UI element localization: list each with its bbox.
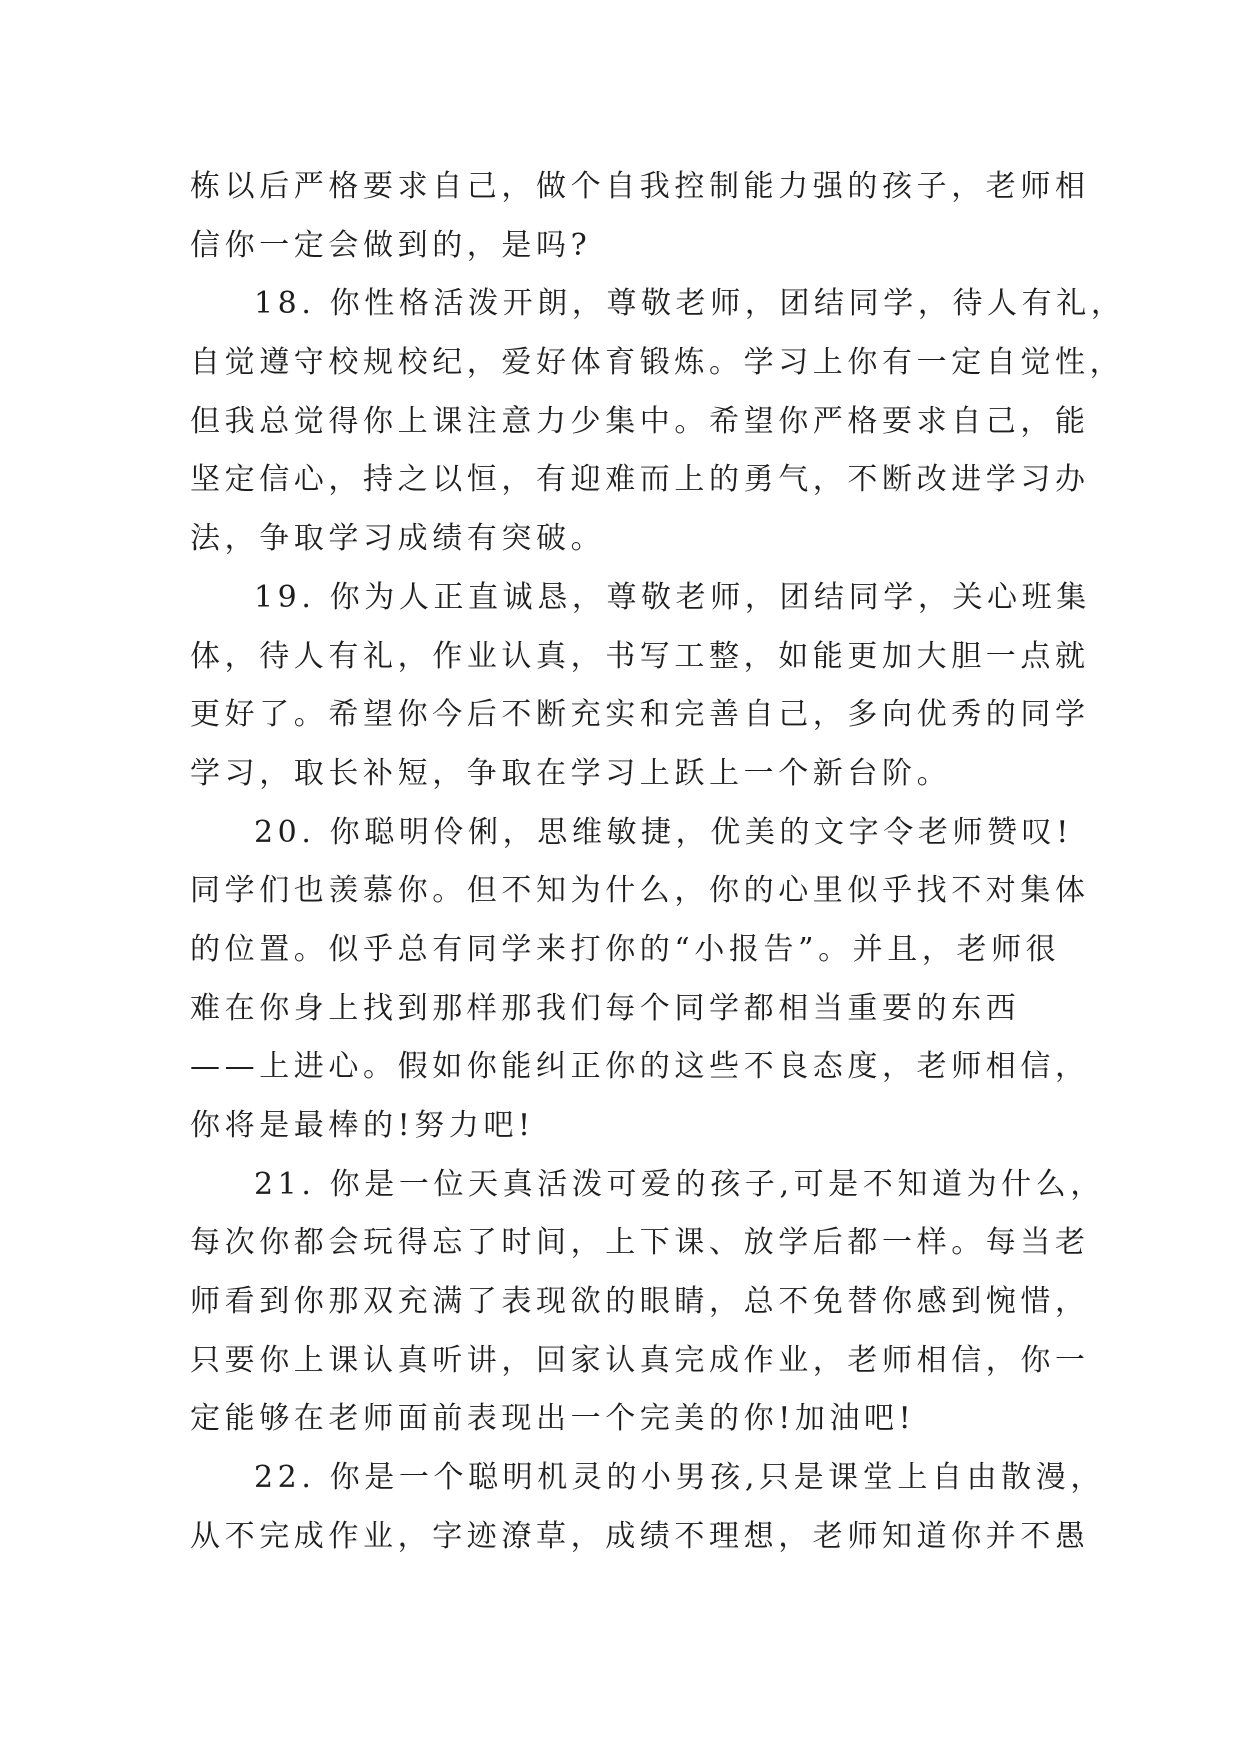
text-line: 但我总觉得你上课注意力少集中。希望你严格要求自己，能 — [190, 403, 1090, 439]
text-line: 同学们也羡慕你。但不知为什么，你的心里似乎找不对集体 — [190, 873, 1090, 909]
text-line: 更好了。希望你今后不断充实和完善自己，多向优秀的同学 — [190, 697, 1090, 733]
text-line: 定能够在老师面前表现出一个完美的你!加油吧! — [190, 1401, 916, 1437]
text-line: 只要你上课认真听讲，回家认真完成作业，老师相信，你一 — [190, 1342, 1090, 1378]
paragraph-first-line: 21. 你是一位天真活泼可爱的孩子,可是不知道为什么， — [254, 1166, 1105, 1202]
text-line: 法，争取学习成绩有突破。 — [190, 521, 606, 557]
text-line: 师看到你那双充满了表现欲的眼睛，总不免替你感到惋惜， — [190, 1284, 1090, 1320]
text-line: 的位置。似乎总有同学来打你的“小报告”。并且，老师很 — [190, 931, 1061, 967]
text-line: 每次你都会玩得忘了时间，上下课、放学后都一样。每当老 — [190, 1225, 1090, 1261]
text-line: 从不完成作业，字迹潦草，成绩不理想，老师知道你并不愚 — [190, 1518, 1090, 1554]
paragraph-first-line: 22. 你是一个聪明机灵的小男孩,只是课堂上自由散漫， — [254, 1460, 1105, 1496]
paragraph-first-line: 20. 你聪明伶俐，思维敏捷，优美的文字令老师赞叹! — [254, 814, 1073, 850]
text-line: 难在你身上找到那样那我们每个同学都相当重要的东西 — [190, 990, 1021, 1026]
paragraph-first-line: 18. 你性格活泼开朗，尊敬老师，团结同学，待人有礼， — [254, 286, 1126, 322]
text-line: 栋以后严格要求自己，做个自我控制能力强的孩子，老师相 — [190, 169, 1090, 204]
text-line: 学习，取长补短，争取在学习上跃上一个新台阶。 — [190, 755, 952, 791]
text-line: 信你一定会做到的，是吗? — [190, 227, 592, 263]
text-line: 体，待人有礼，作业认真，书写工整，如能更加大胆一点就 — [190, 638, 1090, 674]
body-text — [190, 158, 1126, 1567]
text-line: 坚定信心，持之以恒，有迎难而上的勇气，不断改进学习办 — [190, 462, 1090, 498]
paragraph-first-line: 19. 你为人正直诚恳，尊敬老师，团结同学，关心班集 — [254, 579, 1091, 615]
text-line: 你将是最棒的!努力吧! — [190, 1108, 535, 1143]
text-line: 自觉遵守校规校纪，爱好体育锻炼。学习上你有一定自觉性， — [190, 345, 1125, 381]
text-line: ——上进心。假如你能纠正你的这些不良态度，老师相信， — [190, 1049, 1090, 1085]
